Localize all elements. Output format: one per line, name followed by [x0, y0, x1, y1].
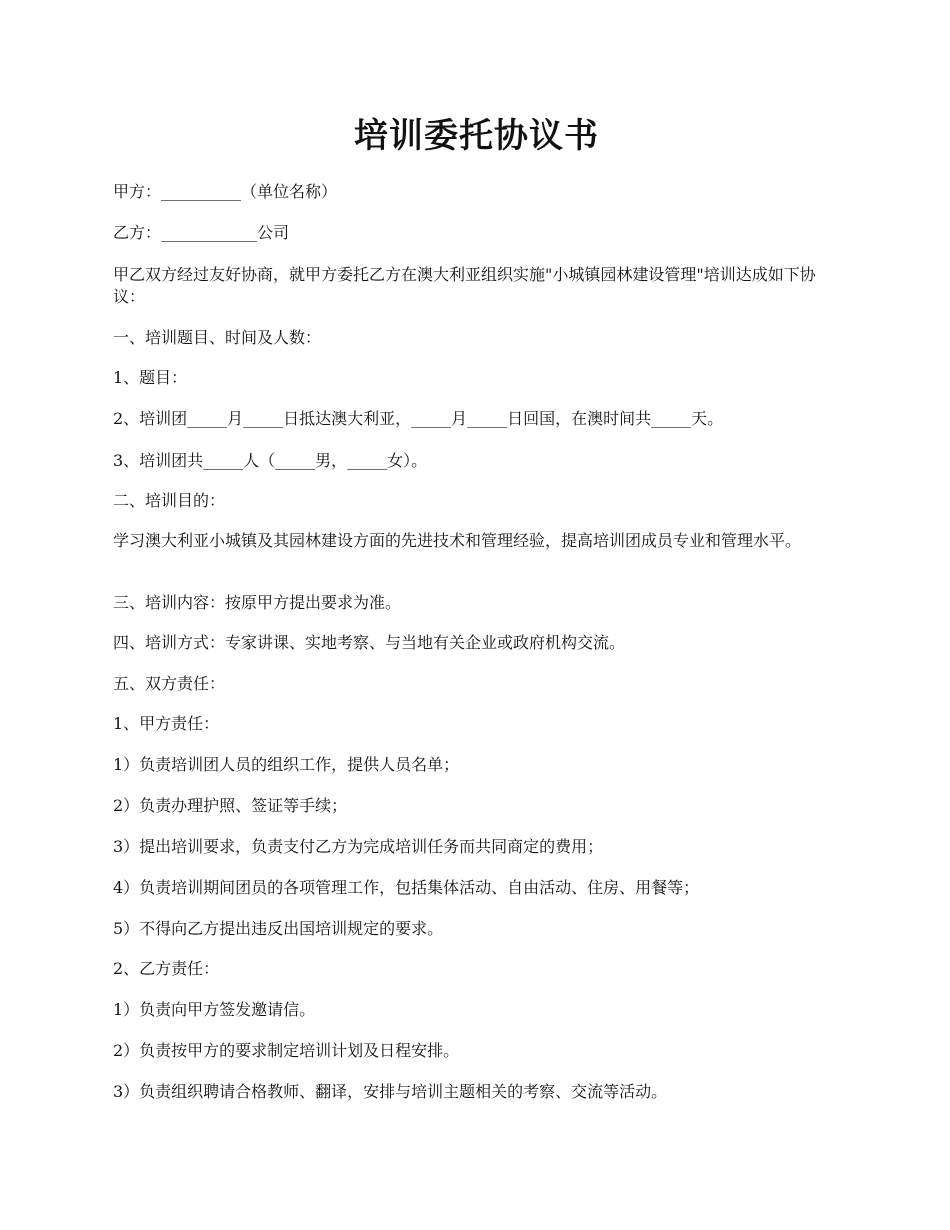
preamble-paragraph: 甲乙双方经过友好协商，就甲方委托乙方在澳大利亚组织实施"小城镇园林建设管理"培训达成如下协议：	[113, 265, 816, 306]
section-2-heading: 二、培训目的：	[113, 491, 226, 510]
party-b-duty-3: 3）负责组织聘请合格教师、翻译，安排与培训主题相关的考察、交流等活动。	[113, 1082, 668, 1101]
party-a-duties-heading: 1、甲方责任：	[113, 714, 220, 733]
party-a-duty-4: 4）负责培训期间团员的各项管理工作，包括集体活动、自由活动、住房、用餐等；	[113, 878, 700, 897]
section-3-line: 三、培训内容：按原甲方提出要求为准。	[113, 593, 402, 612]
section-1-heading: 一、培训题目、时间及人数：	[113, 328, 322, 347]
party-b-duties-heading: 2、乙方责任：	[113, 959, 220, 978]
section-4-line: 四、培训方式：专家讲课、实地考察、与当地有关企业或政府机构交流。	[113, 633, 626, 652]
party-a-duty-5: 5）不得向乙方提出违反出国培训规定的要求。	[113, 919, 444, 938]
training-goal-paragraph: 学习澳大利亚小城镇及其园林建设方面的先进技术和管理经验，提高培训团成员专业和管理水平。	[113, 531, 802, 550]
document-title: 培训委托协议书	[354, 116, 599, 156]
party-b-duty-1: 1）负责向甲方签发邀请信。	[113, 1000, 316, 1019]
clause-1-3: 3、培训团共_____人（_____男，_____女）。	[113, 451, 428, 470]
section-5-heading: 五、双方责任：	[113, 674, 226, 693]
party-a-duty-3: 3）提出培训要求，负责支付乙方为完成培训任务而共同商定的费用；	[113, 837, 604, 856]
party-a-duty-1: 1）负责培训团人员的组织工作，提供人员名单；	[113, 755, 460, 774]
clause-1-2: 2、培训团_____月_____日抵达澳大利亚，_____月_____日回国，在澳时间共_____天。	[113, 409, 724, 428]
party-a-duty-2: 2）负责办理护照、签证等手续；	[113, 796, 348, 815]
party-a-line: 甲方：__________（单位名称）	[113, 182, 338, 201]
party-b-duty-2: 2）负责按甲方的要求制定培训计划及日程安排。	[113, 1041, 460, 1060]
clause-1-1: 1、题目：	[113, 368, 188, 387]
party-b-line: 乙方：____________公司	[113, 223, 290, 242]
